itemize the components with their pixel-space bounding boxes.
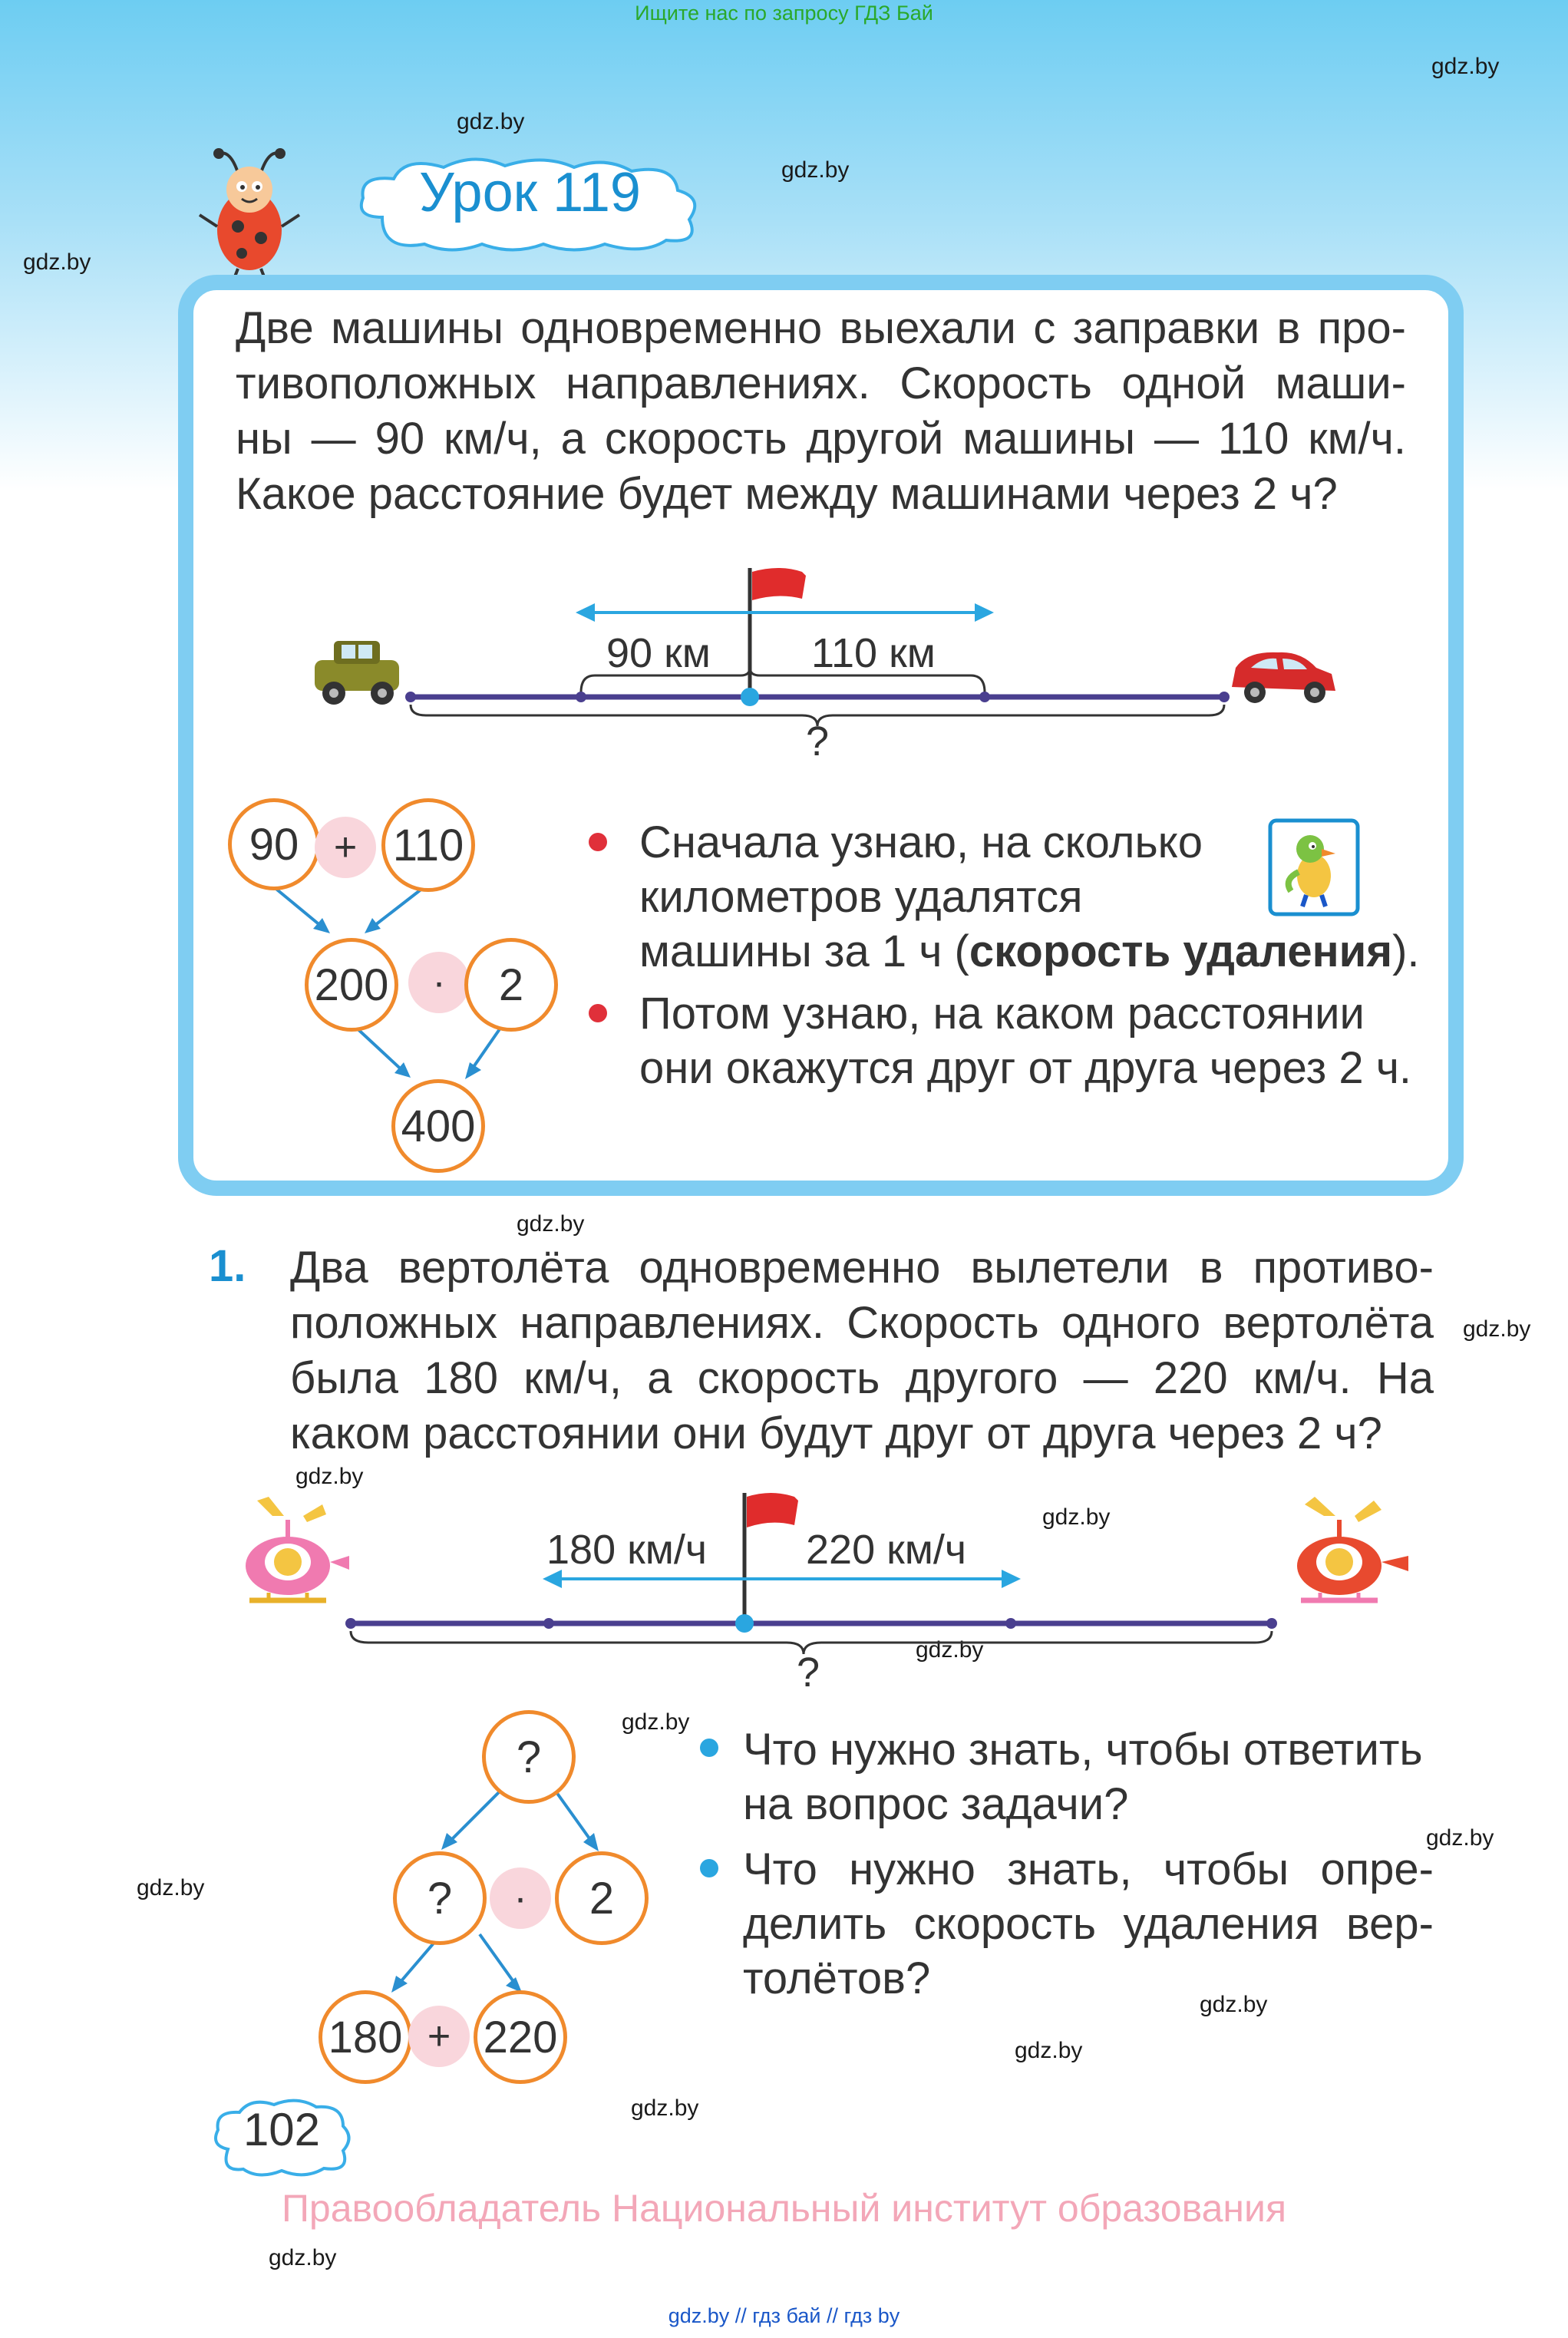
- bullet-text-part: ).: [1392, 926, 1420, 976]
- bottom-note: gdz.by // гдз бай // гдз by: [668, 2304, 900, 2327]
- exercise-line: каком расстоянии они будут друг от друга через 2 ч?: [290, 1408, 1382, 1458]
- multiply-operator: ·: [408, 952, 470, 1013]
- exercise1-text: [290, 1240, 1434, 1461]
- plus-operator: +: [408, 2006, 470, 2067]
- bullet-dot: [589, 1004, 607, 1022]
- unknown-circle: ?: [482, 1710, 576, 1804]
- watermark: gdz.by: [1015, 2038, 1083, 2063]
- total-distance-question: ?: [797, 1649, 820, 1696]
- watermark: gdz.by: [1042, 1504, 1111, 1530]
- exercise-question-1: [743, 1722, 1423, 1831]
- watermark: gdz.by: [457, 109, 525, 134]
- intro-line: Две машины одновременно выехали с заправки в про-: [236, 303, 1406, 353]
- watermark: gdz.by: [622, 1709, 690, 1735]
- bullet-dot: [589, 833, 607, 851]
- number-circle: 2: [555, 1851, 649, 1945]
- bullet-line: километров удалятся: [639, 872, 1083, 922]
- intro-line: тивоположных направлениях. Скорость одной маши-: [236, 358, 1406, 408]
- watermark: gdz.by: [781, 157, 850, 183]
- unknown-circle: ?: [393, 1851, 487, 1945]
- question-line: делить скорость удаления вер-: [743, 1899, 1434, 1949]
- watermark: gdz.by: [517, 1211, 585, 1237]
- number-circle: 2: [464, 938, 558, 1032]
- number-circle: 180: [319, 1990, 412, 2084]
- watermark: gdz.by: [1463, 1316, 1531, 1342]
- exercise-line: была 180 км/ч, а скорость другого — 220 км/ч. На: [290, 1353, 1434, 1403]
- exercise-line: Два вертолёта одновременно вылетели в противо-: [290, 1243, 1434, 1293]
- intro-line: Какое расстояние будет между машинами через 2 ч?: [236, 469, 1338, 519]
- question-line: Что нужно знать, чтобы ответить: [743, 1725, 1423, 1775]
- watermark: gdz.by: [1431, 54, 1500, 79]
- question-line: толётов?: [743, 1953, 931, 2003]
- multiply-operator: ·: [490, 1867, 551, 1929]
- number-circle: 200: [305, 938, 398, 1032]
- bullet-line: Сначала узнаю, на сколько: [639, 817, 1203, 867]
- watermark: gdz.by: [137, 1875, 205, 1900]
- watermark: gdz.by: [269, 2245, 337, 2270]
- right-distance-label: 110 км: [811, 630, 936, 676]
- bullet-line: Потом узнаю, на каком расстоянии: [639, 989, 1365, 1039]
- bullet-line: [639, 924, 1420, 979]
- copyright-footer: Правообладатель Национальный институт образования: [281, 2187, 1287, 2230]
- watermark: gdz.by: [916, 1637, 984, 1663]
- intro-line: ны — 90 км/ч, а скорость другой машины — 110 км/ч.: [236, 414, 1406, 464]
- question-line: Что нужно знать, чтобы опре-: [743, 1844, 1434, 1894]
- right-speed-label: 220 км/ч: [806, 1527, 966, 1573]
- bold-term: скорость удаления: [969, 926, 1393, 976]
- plus-operator: +: [315, 817, 376, 878]
- watermark: gdz.by: [631, 2095, 699, 2121]
- watermark: gdz.by: [1426, 1825, 1494, 1851]
- exercise-distance-diagram: [226, 1485, 1424, 1700]
- ladybug-mascot-icon: [196, 142, 303, 280]
- jeep-icon: [315, 641, 399, 705]
- left-speed-label: 180 км/ч: [546, 1527, 707, 1573]
- right-helicopter-icon: [1297, 1497, 1408, 1600]
- number-circle: 90: [228, 798, 320, 890]
- left-helicopter-icon: [246, 1497, 349, 1600]
- exercise-number: 1.: [209, 1241, 246, 1291]
- number-circle: 110: [381, 798, 475, 892]
- intro-problem-text: [236, 301, 1406, 522]
- watermark: gdz.by: [1200, 1992, 1268, 2017]
- bullet-line: они окажутся друг от друга через 2 ч.: [639, 1043, 1412, 1093]
- intro-bullet-2: [639, 986, 1411, 1095]
- page-number: 102: [243, 2104, 321, 2155]
- lesson-title: Урок 119: [419, 162, 641, 223]
- red-car-icon: [1232, 652, 1335, 703]
- bullet-text-part: машины за 1 ч (: [639, 926, 969, 976]
- watermark: gdz.by: [295, 1464, 364, 1489]
- bullet-dot: [700, 1859, 718, 1877]
- question-line: на вопрос задачи?: [743, 1779, 1129, 1829]
- watermark: gdz.by: [23, 249, 91, 275]
- top-note: Ищите нас по запросу ГДЗ Бай: [635, 2, 933, 25]
- bullet-dot: [700, 1739, 718, 1757]
- number-circle: 220: [474, 1990, 567, 2084]
- bird-helper-icon: [1268, 818, 1360, 916]
- exercise-question-2: [743, 1842, 1434, 2006]
- exercise-line: положных направлениях. Скорость одного вертолёта: [290, 1298, 1434, 1348]
- total-distance-question: ?: [806, 718, 830, 764]
- left-distance-label: 90 км: [606, 630, 711, 676]
- result-circle: 400: [391, 1079, 485, 1173]
